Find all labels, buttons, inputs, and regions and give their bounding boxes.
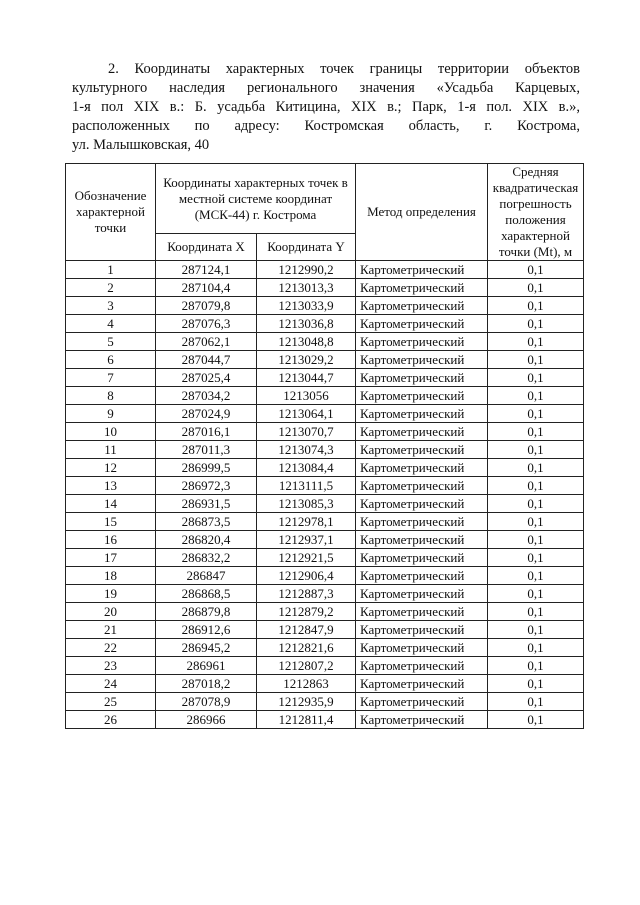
cell-point-number: 20 — [66, 603, 156, 621]
cell-error: 0,1 — [488, 675, 584, 693]
cell-method: Картометрический — [356, 621, 488, 639]
cell-coord-y: 1213036,8 — [257, 315, 356, 333]
cell-method: Картометрический — [356, 261, 488, 279]
cell-coord-x: 287018,2 — [156, 675, 257, 693]
cell-coord-x: 286999,5 — [156, 459, 257, 477]
cell-method: Картометрический — [356, 405, 488, 423]
cell-method: Картометрический — [356, 351, 488, 369]
cell-method: Картометрический — [356, 279, 488, 297]
cell-error: 0,1 — [488, 531, 584, 549]
cell-coord-x: 286931,5 — [156, 495, 257, 513]
cell-point-number: 22 — [66, 639, 156, 657]
cell-coord-x: 286972,3 — [156, 477, 257, 495]
cell-method: Картометрический — [356, 333, 488, 351]
cell-method: Картометрический — [356, 441, 488, 459]
table-row — [66, 657, 584, 675]
cell-coord-y: 1213085,3 — [257, 495, 356, 513]
cell-coord-x: 287062,1 — [156, 333, 257, 351]
cell-error: 0,1 — [488, 639, 584, 657]
cell-coord-y: 1213056 — [257, 387, 356, 405]
cell-point-number: 10 — [66, 423, 156, 441]
cell-error: 0,1 — [488, 297, 584, 315]
heading-line: культурного наследия регионального значения «Усадьба Карцевых, — [72, 80, 580, 96]
cell-method: Картометрический — [356, 567, 488, 585]
cell-point-number: 2 — [66, 279, 156, 297]
cell-method: Картометрический — [356, 477, 488, 495]
cell-coord-x: 287079,8 — [156, 297, 257, 315]
heading-line: 1-я пол XIX в.: Б. усадьба Китицина, XIX в.; Парк, 1-я пол. XIX в.», — [72, 99, 580, 115]
cell-coord-y: 1213033,9 — [257, 297, 356, 315]
table-row — [66, 495, 584, 513]
header-error: Средняя квадратическая погрешность положения характерной точки (Mt), м — [488, 164, 584, 261]
table-row — [66, 261, 584, 279]
cell-coord-y: 1212937,1 — [257, 531, 356, 549]
table-row — [66, 351, 584, 369]
cell-coord-y: 1212887,3 — [257, 585, 356, 603]
table-row — [66, 387, 584, 405]
cell-coord-x: 286820,4 — [156, 531, 257, 549]
cell-coord-y: 1213029,2 — [257, 351, 356, 369]
header-coord-x: Координата X — [156, 234, 257, 261]
coordinates-table — [65, 163, 584, 729]
cell-method: Картометрический — [356, 387, 488, 405]
table-row — [66, 585, 584, 603]
cell-error: 0,1 — [488, 459, 584, 477]
table-row — [66, 531, 584, 549]
table-row — [66, 477, 584, 495]
cell-error: 0,1 — [488, 693, 584, 711]
cell-coord-x: 287024,9 — [156, 405, 257, 423]
cell-point-number: 11 — [66, 441, 156, 459]
cell-point-number: 6 — [66, 351, 156, 369]
header-point: Обозначение характерной точки — [66, 164, 156, 261]
cell-coord-x: 287044,7 — [156, 351, 257, 369]
cell-coord-y: 1212921,5 — [257, 549, 356, 567]
cell-point-number: 16 — [66, 531, 156, 549]
cell-point-number: 12 — [66, 459, 156, 477]
cell-coord-y: 1212978,1 — [257, 513, 356, 531]
cell-error: 0,1 — [488, 423, 584, 441]
cell-point-number: 19 — [66, 585, 156, 603]
cell-coord-x: 286832,2 — [156, 549, 257, 567]
header-method: Метод определения — [356, 164, 488, 261]
cell-error: 0,1 — [488, 513, 584, 531]
cell-point-number: 14 — [66, 495, 156, 513]
table-row — [66, 603, 584, 621]
cell-error: 0,1 — [488, 657, 584, 675]
section-heading — [72, 60, 580, 155]
table-header — [66, 164, 584, 261]
cell-method: Картометрический — [356, 603, 488, 621]
cell-coord-y: 1212807,2 — [257, 657, 356, 675]
cell-coord-y: 1212935,9 — [257, 693, 356, 711]
table-row — [66, 693, 584, 711]
cell-coord-x: 286966 — [156, 711, 257, 729]
table-row — [66, 567, 584, 585]
table-row — [66, 369, 584, 387]
cell-method: Картометрический — [356, 549, 488, 567]
cell-error: 0,1 — [488, 567, 584, 585]
cell-coord-x: 286847 — [156, 567, 257, 585]
cell-error: 0,1 — [488, 333, 584, 351]
table-row — [66, 675, 584, 693]
cell-error: 0,1 — [488, 711, 584, 729]
cell-error: 0,1 — [488, 387, 584, 405]
cell-method: Картометрический — [356, 531, 488, 549]
cell-point-number: 26 — [66, 711, 156, 729]
cell-error: 0,1 — [488, 261, 584, 279]
table-row — [66, 513, 584, 531]
cell-error: 0,1 — [488, 351, 584, 369]
cell-error: 0,1 — [488, 279, 584, 297]
cell-coord-y: 1212811,4 — [257, 711, 356, 729]
cell-coord-y: 1213084,4 — [257, 459, 356, 477]
cell-method: Картометрический — [356, 423, 488, 441]
cell-error: 0,1 — [488, 477, 584, 495]
header-coords-group: Координаты характерных точек в местной системе координат (МСК-44) г. Кострома — [156, 164, 356, 234]
cell-method: Картометрический — [356, 459, 488, 477]
cell-error: 0,1 — [488, 603, 584, 621]
cell-coord-y: 1213044,7 — [257, 369, 356, 387]
cell-coord-x: 286868,5 — [156, 585, 257, 603]
cell-coord-x: 286879,8 — [156, 603, 257, 621]
cell-point-number: 7 — [66, 369, 156, 387]
table-row — [66, 459, 584, 477]
table-row — [66, 315, 584, 333]
cell-error: 0,1 — [488, 315, 584, 333]
cell-point-number: 3 — [66, 297, 156, 315]
cell-point-number: 5 — [66, 333, 156, 351]
table-row — [66, 423, 584, 441]
cell-coord-y: 1212990,2 — [257, 261, 356, 279]
cell-coord-x: 286961 — [156, 657, 257, 675]
table-row — [66, 639, 584, 657]
cell-coord-y: 1212906,4 — [257, 567, 356, 585]
cell-coord-x: 287078,9 — [156, 693, 257, 711]
cell-coord-y: 1213070,7 — [257, 423, 356, 441]
cell-method: Картометрический — [356, 513, 488, 531]
table-body — [66, 261, 584, 729]
heading-line: расположенных по адресу: Костромская область, г. Кострома, — [72, 118, 580, 134]
cell-point-number: 21 — [66, 621, 156, 639]
header-coord-y: Координата Y — [257, 234, 356, 261]
cell-error: 0,1 — [488, 441, 584, 459]
cell-coord-x: 287124,1 — [156, 261, 257, 279]
cell-point-number: 18 — [66, 567, 156, 585]
cell-coord-x: 287025,4 — [156, 369, 257, 387]
cell-method: Картометрический — [356, 585, 488, 603]
table-row — [66, 621, 584, 639]
cell-coord-y: 1212847,9 — [257, 621, 356, 639]
cell-error: 0,1 — [488, 369, 584, 387]
cell-error: 0,1 — [488, 585, 584, 603]
cell-coord-y: 1213111,5 — [257, 477, 356, 495]
cell-error: 0,1 — [488, 495, 584, 513]
cell-method: Картометрический — [356, 639, 488, 657]
cell-method: Картометрический — [356, 369, 488, 387]
table-row — [66, 279, 584, 297]
cell-coord-y: 1213048,8 — [257, 333, 356, 351]
cell-coord-x: 287011,3 — [156, 441, 257, 459]
cell-point-number: 1 — [66, 261, 156, 279]
cell-coord-y: 1213064,1 — [257, 405, 356, 423]
table-row — [66, 333, 584, 351]
cell-coord-x: 287016,1 — [156, 423, 257, 441]
cell-point-number: 4 — [66, 315, 156, 333]
table-row — [66, 549, 584, 567]
table-row — [66, 297, 584, 315]
cell-method: Картометрический — [356, 693, 488, 711]
cell-coord-x: 286945,2 — [156, 639, 257, 657]
cell-method: Картометрический — [356, 495, 488, 513]
cell-point-number: 13 — [66, 477, 156, 495]
table-row — [66, 441, 584, 459]
cell-coord-y: 1212879,2 — [257, 603, 356, 621]
cell-coord-y: 1213013,3 — [257, 279, 356, 297]
cell-point-number: 24 — [66, 675, 156, 693]
table-row — [66, 405, 584, 423]
cell-point-number: 17 — [66, 549, 156, 567]
cell-coord-y: 1212821,6 — [257, 639, 356, 657]
cell-coord-y: 1213074,3 — [257, 441, 356, 459]
cell-error: 0,1 — [488, 549, 584, 567]
table-row — [66, 711, 584, 729]
cell-coord-y: 1212863 — [257, 675, 356, 693]
cell-method: Картометрический — [356, 711, 488, 729]
cell-error: 0,1 — [488, 621, 584, 639]
cell-error: 0,1 — [488, 405, 584, 423]
cell-method: Картометрический — [356, 315, 488, 333]
cell-method: Картометрический — [356, 675, 488, 693]
cell-method: Картометрический — [356, 657, 488, 675]
cell-point-number: 9 — [66, 405, 156, 423]
cell-coord-x: 287034,2 — [156, 387, 257, 405]
heading-line: 2. Координаты характерных точек границы территории объектов — [108, 61, 580, 77]
cell-point-number: 23 — [66, 657, 156, 675]
cell-point-number: 15 — [66, 513, 156, 531]
cell-coord-x: 287076,3 — [156, 315, 257, 333]
cell-coord-x: 286873,5 — [156, 513, 257, 531]
cell-coord-x: 287104,4 — [156, 279, 257, 297]
cell-coord-x: 286912,6 — [156, 621, 257, 639]
cell-method: Картометрический — [356, 297, 488, 315]
cell-point-number: 25 — [66, 693, 156, 711]
cell-point-number: 8 — [66, 387, 156, 405]
heading-line: ул. Малышковская, 40 — [72, 137, 210, 153]
